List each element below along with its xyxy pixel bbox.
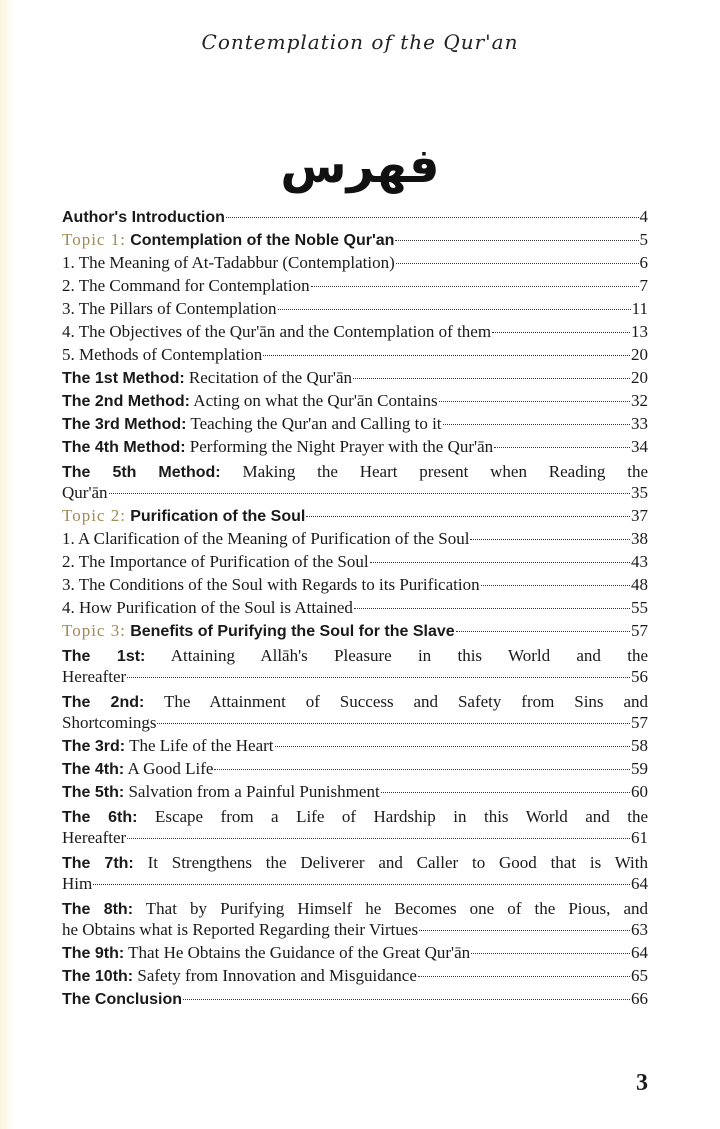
toc-page-number: 6 bbox=[639, 253, 648, 272]
toc-entry-heading: The 3rd Method: bbox=[62, 416, 187, 433]
toc-entry-continuation: Shortcomings bbox=[62, 713, 157, 732]
toc-entry-heading: The 9th: bbox=[62, 945, 125, 962]
toc-entry-title: Teaching the Qur'an and Calling to it bbox=[190, 414, 442, 433]
toc-entry-heading: The 2nd: bbox=[62, 694, 145, 711]
toc-dot-leader bbox=[226, 217, 639, 218]
toc-entry bbox=[62, 414, 648, 437]
toc-page-number: 7 bbox=[639, 276, 648, 295]
toc-entry-heading: Author's Introduction bbox=[62, 209, 225, 226]
toc-entry-title: 3. The Pillars of Contemplation bbox=[62, 299, 277, 318]
toc-dot-leader bbox=[381, 792, 630, 793]
toc-entry bbox=[62, 391, 648, 414]
toc-entry-title: 3. The Conditions of the Soul with Regards to its Purification bbox=[62, 575, 480, 594]
toc-entry bbox=[62, 506, 648, 529]
toc-entry-heading: The 6th: bbox=[62, 809, 138, 826]
toc-dot-leader bbox=[396, 263, 639, 264]
toc-entry-continuation: Him bbox=[62, 874, 93, 893]
toc-entry-heading: The 1st Method: bbox=[62, 370, 185, 387]
toc-dot-leader bbox=[494, 447, 630, 448]
toc-entry bbox=[62, 437, 648, 460]
toc-entry-title: Salvation from a Painful Punishment bbox=[128, 782, 380, 801]
toc-entry bbox=[62, 759, 648, 782]
toc-page-number: 43 bbox=[631, 552, 648, 571]
toc-entry bbox=[62, 782, 648, 805]
toc-entry-title: 2. The Command for Contemplation bbox=[62, 276, 310, 295]
toc-page-number: 32 bbox=[631, 391, 648, 410]
toc-dot-leader bbox=[419, 930, 630, 931]
toc-entry-heading: Benefits of Purifying the Soul for the Slave bbox=[130, 623, 455, 640]
toc-entry-title: 1. The Meaning of At-Tadabbur (Contemplation) bbox=[62, 253, 395, 272]
toc-dot-leader bbox=[353, 378, 630, 379]
toc-entry bbox=[62, 598, 648, 621]
toc-page-number: 64 bbox=[631, 943, 648, 962]
toc-page-number: 34 bbox=[631, 437, 648, 456]
toc-entry bbox=[62, 575, 648, 598]
toc-entry-title: That He Obtains the Guidance of the Great Qur'ān bbox=[128, 943, 471, 962]
toc-page-number: 57 bbox=[631, 621, 648, 640]
toc-dot-leader bbox=[370, 562, 630, 563]
toc-entry-title: It Strengthens the Deliverer and Caller to Good that is With bbox=[147, 853, 648, 872]
toc-entry bbox=[62, 207, 648, 230]
toc-dot-leader bbox=[492, 332, 630, 333]
toc-topic-label: Topic 3: bbox=[62, 621, 126, 640]
toc-dot-leader bbox=[354, 608, 630, 609]
toc-dot-leader bbox=[109, 493, 630, 494]
toc-entry bbox=[62, 552, 648, 575]
toc-entry-title: 5. Methods of Contemplation bbox=[62, 345, 263, 364]
toc-page-number: 65 bbox=[631, 966, 648, 985]
toc-entry-heading: The 7th: bbox=[62, 855, 134, 872]
toc-topic-label: Topic 1: bbox=[62, 230, 126, 249]
toc-page-number: 37 bbox=[631, 506, 648, 525]
toc-page-number: 66 bbox=[631, 989, 648, 1008]
toc-page-number: 59 bbox=[631, 759, 648, 778]
toc-entry-title: The Life of the Heart bbox=[129, 736, 274, 755]
toc-dot-leader bbox=[306, 516, 630, 517]
toc-dot-leader bbox=[470, 539, 630, 540]
toc-page-number: 55 bbox=[631, 598, 648, 617]
toc-dot-leader bbox=[395, 240, 638, 241]
toc-page-number: 20 bbox=[631, 368, 648, 387]
toc-page-number: 5 bbox=[639, 230, 648, 249]
toc-entry bbox=[62, 943, 648, 966]
toc-entry-continuation: he Obtains what is Reported Regarding their Virtues bbox=[62, 920, 419, 939]
toc-dot-leader bbox=[471, 953, 630, 954]
toc-page-number: 64 bbox=[631, 874, 648, 893]
toc-dot-leader bbox=[278, 309, 631, 310]
toc-entry bbox=[62, 989, 648, 1012]
toc-entry-heading: The 4th: bbox=[62, 761, 125, 778]
toc-entry-title: 2. The Importance of Purification of the Soul bbox=[62, 552, 369, 571]
toc-page-number: 13 bbox=[631, 322, 648, 341]
toc-entry-heading: The 10th: bbox=[62, 968, 134, 985]
toc-entry bbox=[62, 299, 648, 322]
toc-entry-heading: The 2nd Method: bbox=[62, 393, 190, 410]
toc-entry bbox=[62, 736, 648, 759]
toc-page-number: 56 bbox=[631, 667, 648, 686]
toc-entry-heading: Contemplation of the Noble Qur'an bbox=[130, 232, 395, 249]
toc-entry-heading: The 5th Method: bbox=[62, 464, 221, 481]
toc-entry-continuation: Hereafter bbox=[62, 667, 127, 686]
toc-entry bbox=[62, 805, 648, 851]
toc-entry-heading: Purification of the Soul bbox=[130, 508, 306, 525]
toc-dot-leader bbox=[263, 355, 630, 356]
toc-dot-leader bbox=[214, 769, 630, 770]
toc-entry-title: Making the Heart present when Reading the bbox=[242, 462, 648, 481]
toc-page-number: 11 bbox=[631, 299, 648, 318]
toc-page-number: 20 bbox=[631, 345, 648, 364]
toc-entry-heading: The 8th: bbox=[62, 901, 134, 918]
toc-entry bbox=[62, 966, 648, 989]
toc-entry-title: The Attainment of Success and Safety from Sins and bbox=[163, 692, 648, 711]
toc-dot-leader bbox=[418, 976, 630, 977]
toc-dot-leader bbox=[275, 746, 630, 747]
toc-entry bbox=[62, 851, 648, 897]
toc-entry-heading: The 1st: bbox=[62, 648, 146, 665]
toc-dot-leader bbox=[481, 585, 630, 586]
running-header: Contemplation of the Qur'an bbox=[201, 30, 519, 54]
toc-entry-continuation: Qur'ān bbox=[62, 483, 108, 502]
toc-entry-title: Safety from Innovation and Misguidance bbox=[137, 966, 417, 985]
toc-entry bbox=[62, 690, 648, 736]
toc-dot-leader bbox=[127, 677, 630, 678]
toc-dot-leader bbox=[157, 723, 630, 724]
arabic-title: فهرس bbox=[280, 138, 440, 194]
toc-dot-leader bbox=[311, 286, 639, 287]
toc-entry-heading: The 4th Method: bbox=[62, 439, 186, 456]
toc-dot-leader bbox=[127, 838, 630, 839]
toc-entry-continuation: Hereafter bbox=[62, 828, 127, 847]
toc-topic-label: Topic 2: bbox=[62, 506, 126, 525]
toc-dot-leader bbox=[443, 424, 630, 425]
toc-entry bbox=[62, 621, 648, 644]
toc-entry bbox=[62, 460, 648, 506]
toc-dot-leader bbox=[456, 631, 630, 632]
toc-entry-title: A Good Life bbox=[127, 759, 214, 778]
toc-page-number: 35 bbox=[631, 483, 648, 502]
toc-entry bbox=[62, 529, 648, 552]
toc-entry-title: 1. A Clarification of the Meaning of Purification of the Soul bbox=[62, 529, 470, 548]
toc-page-number: 63 bbox=[631, 920, 648, 939]
toc-entry bbox=[62, 345, 648, 368]
toc-page-number: 38 bbox=[631, 529, 648, 548]
toc-entry bbox=[62, 253, 648, 276]
table-of-contents bbox=[62, 207, 648, 1012]
toc-page-number: 48 bbox=[631, 575, 648, 594]
toc-entry-title: Escape from a Life of Hardship in this World and the bbox=[154, 807, 649, 826]
toc-entry-heading: The 3rd: bbox=[62, 738, 126, 755]
toc-entry bbox=[62, 897, 648, 943]
toc-page-number: 33 bbox=[631, 414, 648, 433]
toc-entry bbox=[62, 322, 648, 345]
toc-entry-title: 4. The Objectives of the Qur'ān and the Contemplation of them bbox=[62, 322, 492, 341]
toc-page-number: 58 bbox=[631, 736, 648, 755]
toc-page-number: 4 bbox=[639, 207, 648, 226]
toc-entry bbox=[62, 230, 648, 253]
toc-dot-leader bbox=[93, 884, 630, 885]
toc-entry bbox=[62, 368, 648, 391]
toc-entry-heading: The Conclusion bbox=[62, 991, 182, 1008]
toc-entry-heading: The 5th: bbox=[62, 784, 125, 801]
toc-entry bbox=[62, 276, 648, 299]
toc-entry-title: Attaining Allāh's Pleasure in this World and the bbox=[170, 646, 648, 665]
toc-page-number: 61 bbox=[631, 828, 648, 847]
toc-entry bbox=[62, 644, 648, 690]
toc-entry-title: 4. How Purification of the Soul is Attained bbox=[62, 598, 353, 617]
toc-entry-title: That by Purifying Himself he Becomes one of the Pious, and bbox=[145, 899, 648, 918]
toc-dot-leader bbox=[183, 999, 630, 1000]
toc-entry-title: Acting on what the Qur'ān Contains bbox=[193, 391, 438, 410]
toc-dot-leader bbox=[439, 401, 630, 402]
toc-page-number: 57 bbox=[631, 713, 648, 732]
toc-entry-title: Performing the Night Prayer with the Qur'ān bbox=[189, 437, 494, 456]
toc-page-number: 60 bbox=[631, 782, 648, 801]
page-number: 3 bbox=[636, 1070, 648, 1096]
toc-entry-title: Recitation of the Qur'ān bbox=[188, 368, 353, 387]
